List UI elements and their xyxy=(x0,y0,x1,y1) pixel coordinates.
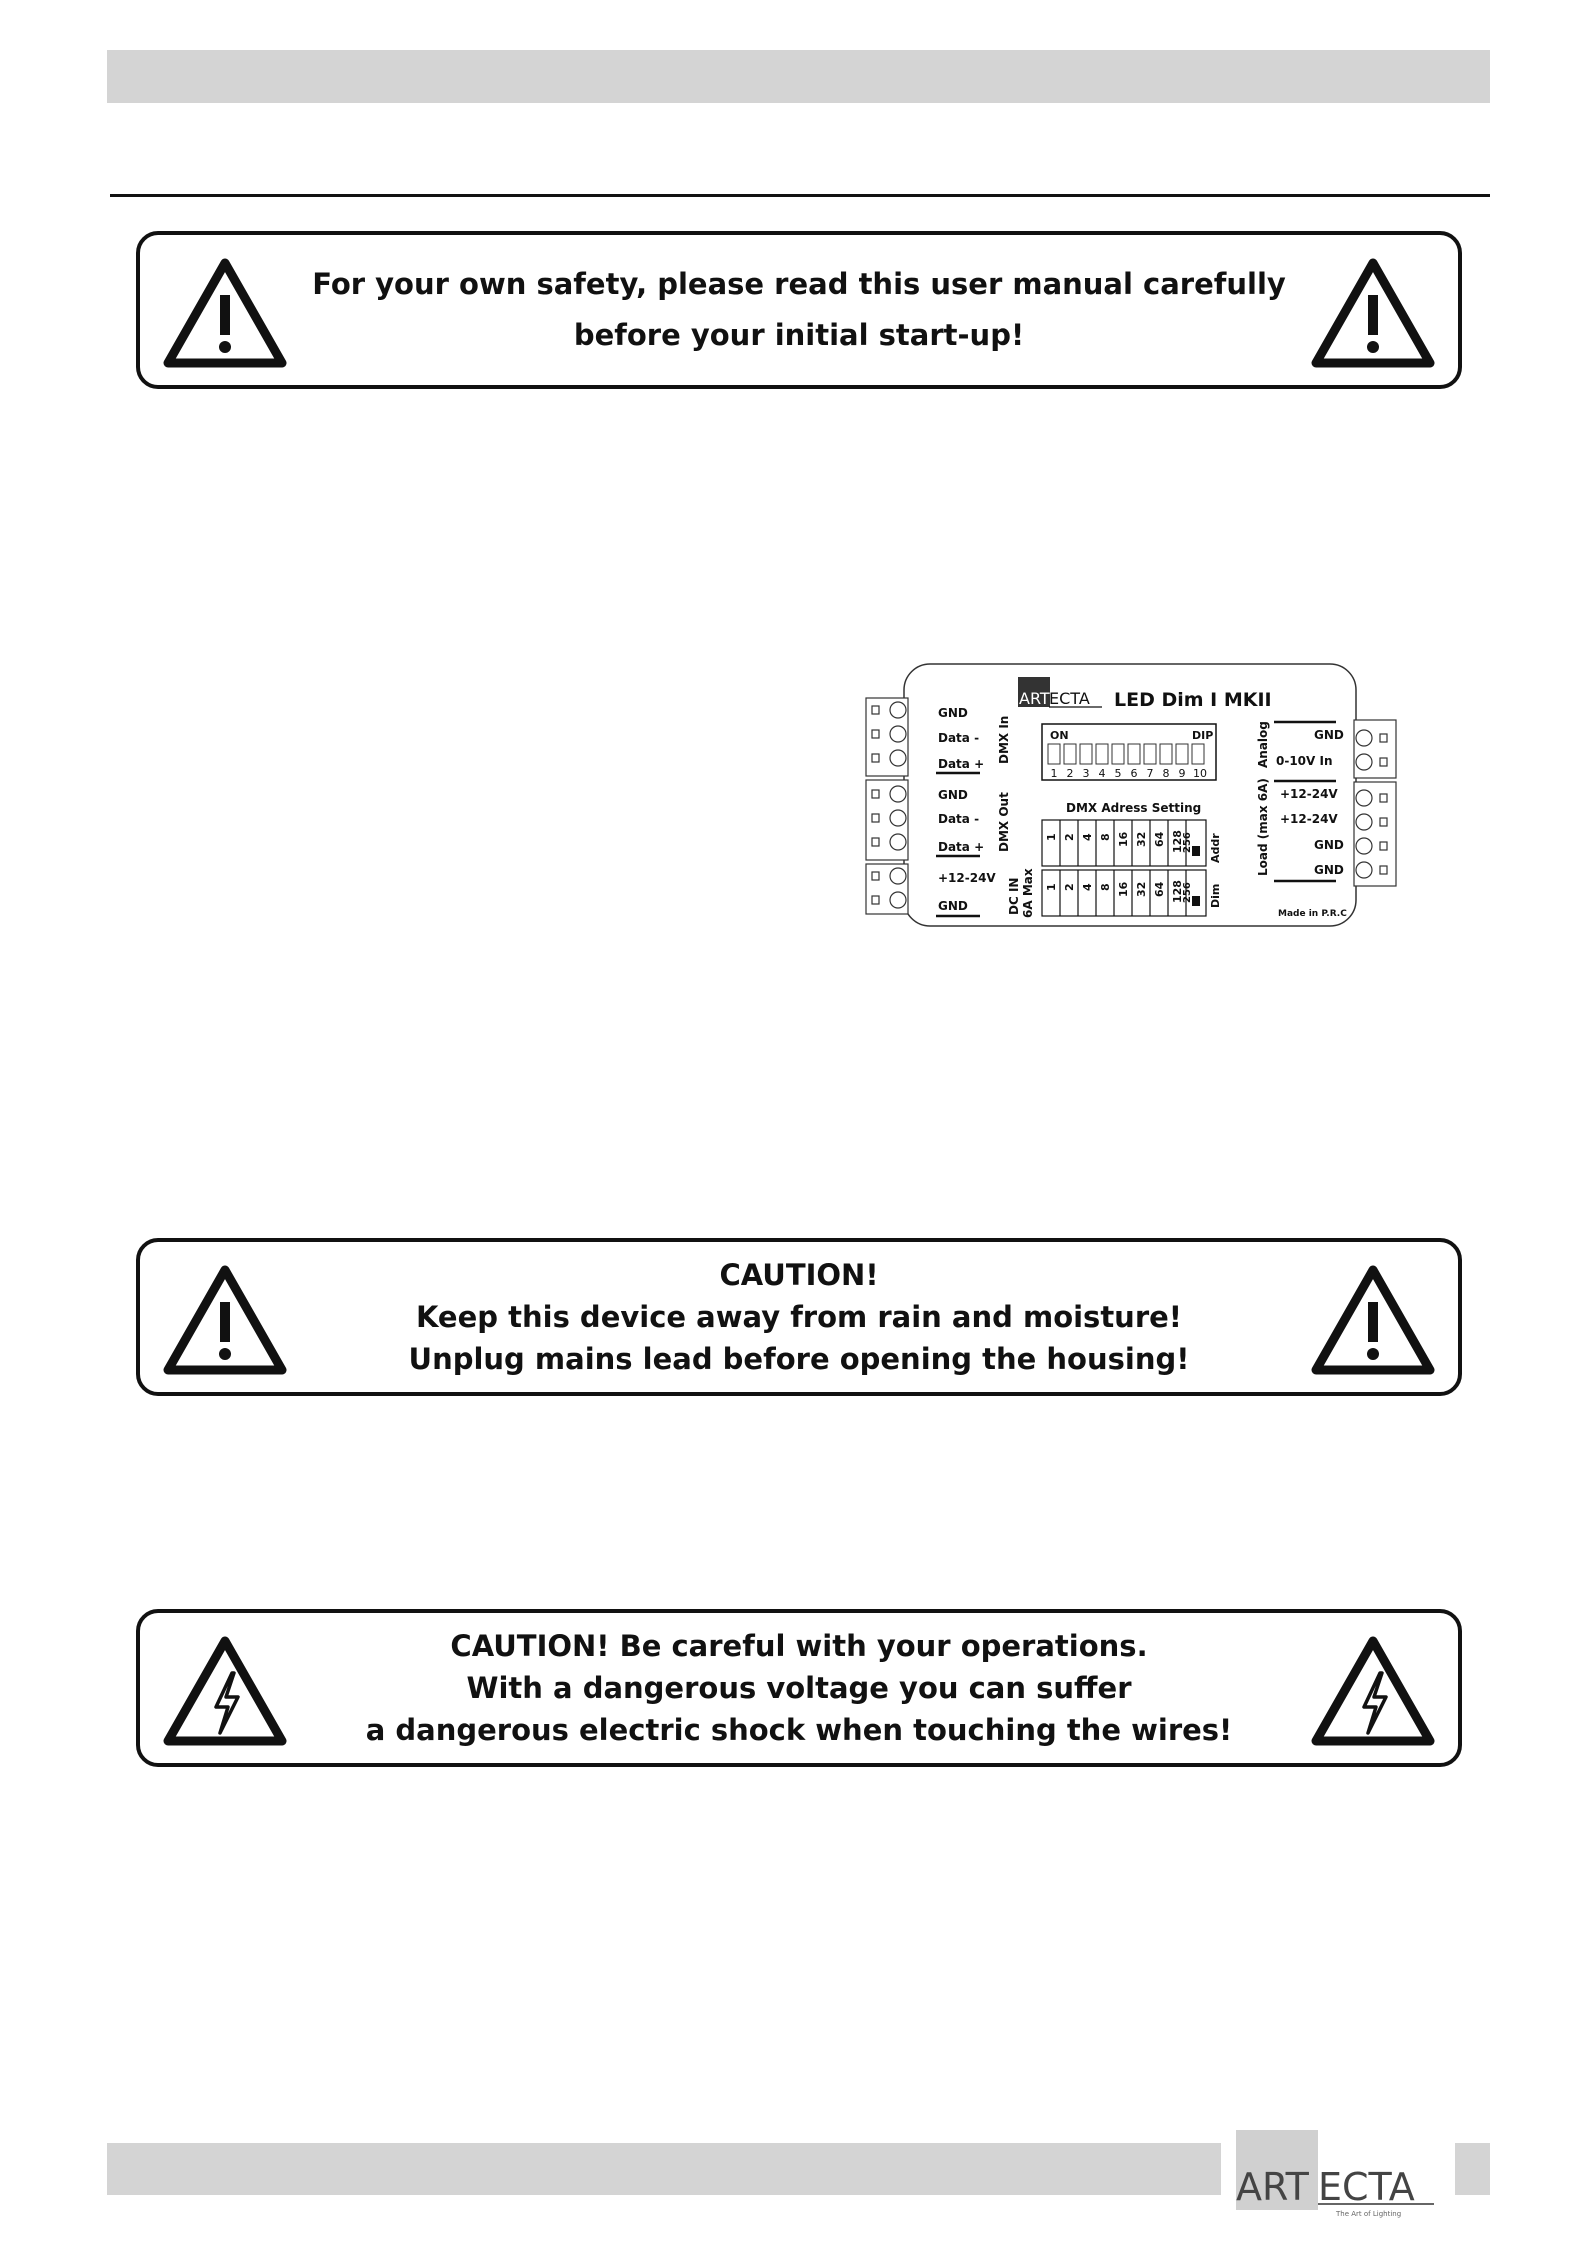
dim-value-4: 4 xyxy=(1081,883,1094,891)
dmx-in-terminal-1: GND xyxy=(938,706,968,720)
high-voltage-icon xyxy=(1310,1635,1436,1747)
safety-notice-line2: before your initial start-up! xyxy=(573,318,1025,352)
dmx-in-terminal-3: Data + xyxy=(938,757,985,771)
caution-moisture-line3: Unplug mains lead before opening the housing! xyxy=(408,1342,1190,1377)
addr-value-2: 2 xyxy=(1063,833,1076,841)
footer-logo-art: ART xyxy=(1236,2165,1309,2209)
addr-value-128: 128 xyxy=(1171,830,1184,853)
dip-number-4: 4 xyxy=(1098,767,1106,780)
caution-voltage-line2: With a dangerous voltage you can suffer xyxy=(466,1670,1132,1705)
power-terminal-2: GND xyxy=(938,899,968,913)
addr-value-4: 4 xyxy=(1081,833,1094,841)
footer-logo-tagline: The Art of Lighting xyxy=(1336,2210,1402,2218)
caution-moisture-line1: CAUTION! xyxy=(719,1257,879,1292)
addr-value-16: 16 xyxy=(1117,831,1130,847)
dip-number-1: 1 xyxy=(1050,767,1058,780)
footer-page-block xyxy=(1455,2143,1490,2195)
high-voltage-icon xyxy=(162,1635,288,1747)
dim-value-2: 2 xyxy=(1063,883,1076,891)
made-in-label: Made in P.R.C xyxy=(1278,909,1347,919)
right-connectors xyxy=(1354,720,1396,886)
dim-value-128: 128 xyxy=(1171,880,1184,903)
dim-value-256: 256 xyxy=(1182,882,1193,903)
addr-label: Addr xyxy=(1209,833,1222,863)
dip-number-10: 10 xyxy=(1193,767,1207,780)
device-brand-art: ART xyxy=(1019,689,1050,708)
dip-on-label: ON xyxy=(1050,729,1069,742)
dmx-address-title: DMX Adress Setting xyxy=(1066,801,1202,815)
dmx-out-terminal-1: GND xyxy=(938,788,968,802)
dim-value-16: 16 xyxy=(1117,881,1130,897)
power-terminal-1: +12-24V xyxy=(938,871,996,885)
addr-value-256: 256 xyxy=(1182,832,1193,853)
warning-triangle-icon xyxy=(162,1264,288,1376)
dip-number-2: 2 xyxy=(1066,767,1074,780)
device-diagram xyxy=(862,660,1402,938)
dim-value-8: 8 xyxy=(1099,883,1112,891)
dim-value-1: 1 xyxy=(1045,883,1058,891)
dmx-in-label: DMX In xyxy=(997,715,1011,764)
dim-label: Dim xyxy=(1209,883,1222,908)
load-terminal-2: +12-24V xyxy=(1280,812,1338,826)
dip-number-8: 8 xyxy=(1162,767,1170,780)
dmx-out-label: DMX Out xyxy=(997,792,1011,852)
left-connectors xyxy=(866,698,908,914)
addr-value-32: 32 xyxy=(1135,831,1148,847)
addr-value-1: 1 xyxy=(1045,833,1058,841)
dip-number-6: 6 xyxy=(1130,767,1138,780)
header-bar xyxy=(107,50,1490,103)
caution-voltage-box xyxy=(136,1609,1462,1767)
caution-moisture-line2: Keep this device away from rain and moisture! xyxy=(415,1299,1183,1334)
load-terminal-4: GND xyxy=(1314,863,1344,877)
dip-label: DIP xyxy=(1192,729,1214,742)
caution-voltage-line1: CAUTION! Be careful with your operations. xyxy=(450,1628,1148,1663)
caution-voltage-line3: a dangerous electric shock when touching the wires! xyxy=(365,1713,1233,1748)
dip-number-9: 9 xyxy=(1178,767,1186,780)
dmx-out-terminal-2: Data - xyxy=(938,812,980,826)
addr-value-64: 64 xyxy=(1153,831,1166,847)
warning-triangle-icon xyxy=(1310,257,1436,369)
load-terminal-1: +12-24V xyxy=(1280,787,1338,801)
load-terminal-3: GND xyxy=(1314,838,1344,852)
dip-number-7: 7 xyxy=(1146,767,1154,780)
warning-triangle-icon xyxy=(162,257,288,369)
artecta-logo xyxy=(1236,2160,1436,2230)
dim-switch-marker xyxy=(1192,896,1200,906)
safety-notice-line1: For your own safety, please read this user manual carefully xyxy=(312,267,1286,302)
dmx-out-terminal-3: Data + xyxy=(938,840,985,854)
footer-logo-ecta: ECTA xyxy=(1318,2165,1415,2209)
dmx-in-terminal-2: Data - xyxy=(938,731,980,745)
header-rule xyxy=(110,194,1490,197)
caution-moisture-box xyxy=(136,1238,1462,1396)
dip-number-5: 5 xyxy=(1114,767,1122,780)
footer-bar xyxy=(107,2143,1221,2195)
analog-terminal-1: GND xyxy=(1314,728,1344,742)
dc-in-label: DC IN xyxy=(1007,877,1021,915)
addr-value-8: 8 xyxy=(1099,833,1112,841)
warning-triangle-icon xyxy=(1310,1264,1436,1376)
analog-label: Analog xyxy=(1256,721,1270,768)
addr-switch-marker xyxy=(1192,846,1200,856)
dip-number-3: 3 xyxy=(1082,767,1090,780)
device-brand-ecta: ECTA xyxy=(1049,689,1090,708)
dim-value-32: 32 xyxy=(1135,881,1148,897)
analog-terminal-2: 0-10V In xyxy=(1276,754,1333,768)
max-current-label: 6A Max xyxy=(1021,868,1035,918)
dim-value-64: 64 xyxy=(1153,881,1166,897)
load-label: Load (max 6A) xyxy=(1256,778,1270,876)
safety-notice-box xyxy=(136,231,1462,389)
device-product-name: LED Dim I MKII xyxy=(1114,689,1272,711)
